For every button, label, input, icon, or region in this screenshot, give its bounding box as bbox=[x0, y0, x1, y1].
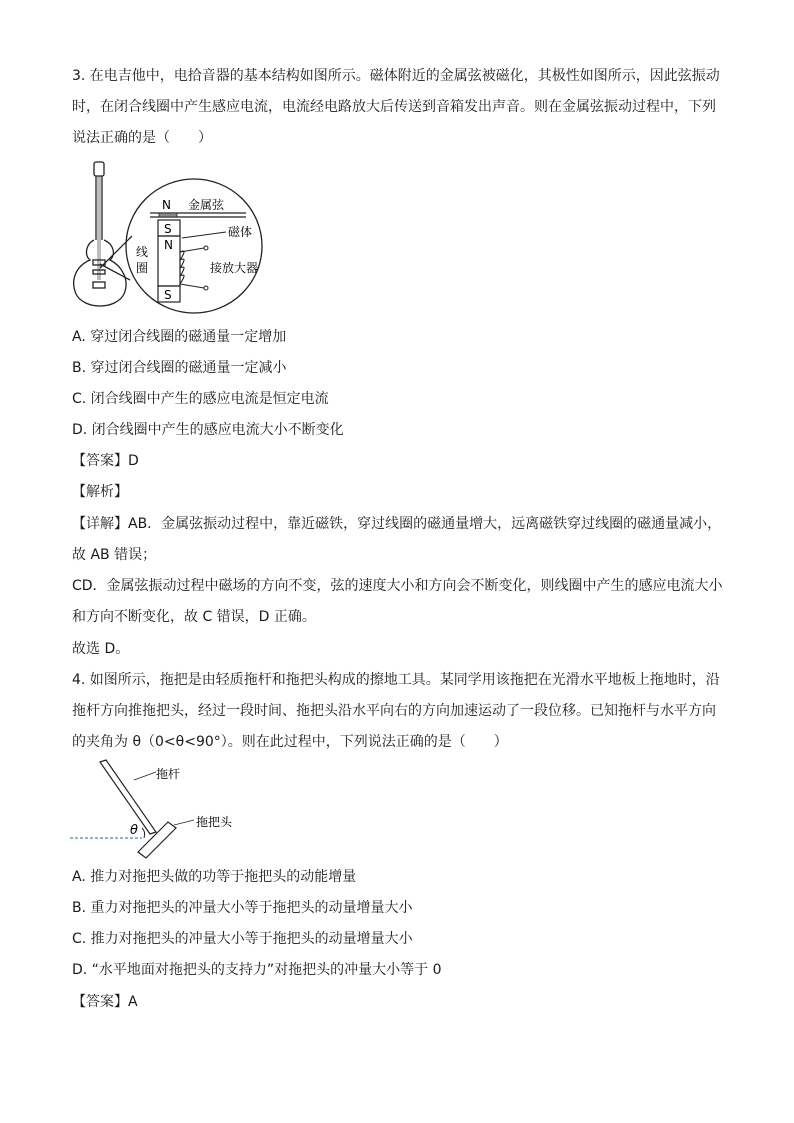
q3-conclusion: 故选 D。 bbox=[72, 641, 130, 657]
q3-stem-line-2: 时，在闭合线圈中产生感应电流，电流经电路放大后传送到音箱发出声音。则在金属弦振动过程中，下列 bbox=[72, 99, 716, 115]
magnet-s-pole-bottom: S bbox=[164, 288, 172, 302]
guitar-drawing bbox=[74, 162, 132, 306]
q3-stem-line-3: 说法正确的是（ ） bbox=[72, 130, 212, 146]
amplifier-label: 接放大器 bbox=[210, 261, 259, 275]
q3-option-d: D. 闭合线圈中产生的感应电流大小不断变化 bbox=[72, 422, 344, 438]
q4-stem-line-1: 4. 如图所示，拖把是由轻质拖杆和拖把头构成的擦地工具。某同学用该拖把在光滑水平地板上拖地时，沿 bbox=[72, 672, 720, 688]
coil-label-1: 线 bbox=[136, 245, 149, 259]
q3-detail-line-4: 和方向不断变化，故 C 错误，D 正确。 bbox=[72, 609, 316, 625]
q3-option-c: C. 闭合线圈中产生的感应电流是恒定电流 bbox=[72, 391, 329, 407]
q4-stem-line-2: 拖杆方向推拖把头，经过一段时间、拖把头沿水平向右的方向加速运动了一段位移。已知拖杆与水平方向 bbox=[72, 703, 716, 719]
q3-detail-line-1: 【详解】AB．金属弦振动过程中，靠近磁铁，穿过线圈的磁通量增大，远离磁铁穿过线圈的磁通量减小， bbox=[72, 516, 722, 532]
mop-rod bbox=[100, 760, 156, 834]
q3-analysis-heading: 【解析】 bbox=[72, 484, 128, 500]
q3-answer: 【答案】D bbox=[72, 453, 139, 469]
pickup-detail-circle bbox=[126, 179, 262, 313]
q4-option-c: C. 推力对拖把头的冲量大小等于拖把头的动量增量大小 bbox=[72, 931, 413, 947]
q4-mop-figure bbox=[70, 758, 270, 860]
theta-label: θ bbox=[130, 823, 138, 838]
magnet-s-pole-top: S bbox=[164, 222, 172, 236]
coil-label-2: 圈 bbox=[136, 261, 149, 275]
mop-head bbox=[138, 822, 176, 858]
q4-option-d: D. “水平地面对拖把头的支持力”对拖把头的冲量大小等于 0 bbox=[72, 962, 442, 978]
q3-option-a: A. 穿过闭合线圈的磁通量一定增加 bbox=[72, 329, 287, 345]
magnet-n-pole: N bbox=[164, 238, 173, 252]
string-n-pole-label: N bbox=[162, 198, 171, 212]
q4-option-b: B. 重力对拖把头的冲量大小等于拖把头的动量增量大小 bbox=[72, 900, 413, 916]
q3-guitar-pickup-figure bbox=[70, 160, 280, 315]
q4-option-a: A. 推力对拖把头做的功等于拖把头的动能增量 bbox=[72, 869, 357, 885]
q3-detail-line-3: CD．金属弦振动过程中磁场的方向不变，弦的速度大小和方向会不断变化，则线圈中产生的感应电流大小 bbox=[72, 578, 723, 594]
magnet-label: 磁体 bbox=[228, 225, 253, 239]
mop-head-label: 拖把头 bbox=[196, 815, 233, 829]
q3-stem-line-1: 3. 在电吉他中，电拾音器的基本结构如图所示。磁体附近的金属弦被磁化，其极性如图所示，因此弦振动 bbox=[72, 68, 720, 84]
metal-string-label: 金属弦 bbox=[188, 198, 225, 212]
q4-answer: 【答案】A bbox=[72, 994, 138, 1010]
q3-option-b: B. 穿过闭合线圈的磁通量一定减小 bbox=[72, 360, 287, 376]
rod-label: 拖杆 bbox=[156, 767, 181, 781]
q4-stem-line-3: 的夹角为 θ（0<θ<90°）。则在此过程中，下列说法正确的是（ ） bbox=[72, 734, 508, 750]
q3-detail-line-2: 故 AB 错误； bbox=[72, 547, 157, 563]
